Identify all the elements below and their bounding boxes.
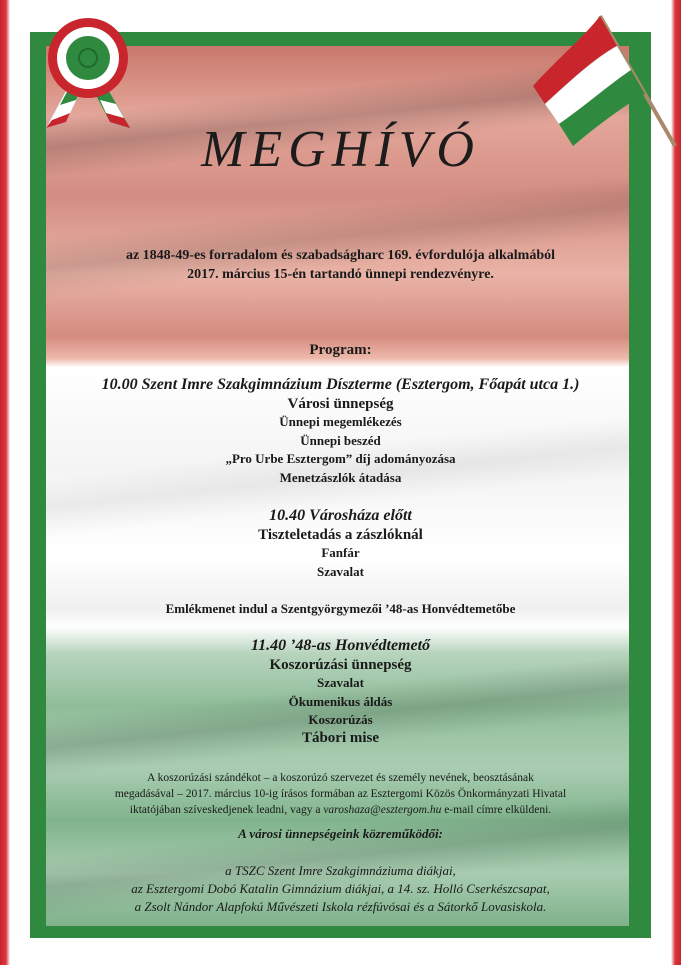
block-item: Fanfár xyxy=(321,545,360,560)
block-item: Ökumenikus áldás xyxy=(288,693,393,709)
block-main-event: Koszorúzási ünnepség xyxy=(269,657,412,673)
email-link[interactable]: varoshaza@esztergom.hu xyxy=(323,804,442,816)
program-block-3 xyxy=(0,637,681,747)
block-item: Szavalat xyxy=(317,675,364,690)
notice-line: iktatójában szíveskedjenek leadni, vagy a varoshaza@esztergom.hu e-mail címre elküldeni. xyxy=(129,804,552,816)
block-time-location: 10.40 Városháza előtt xyxy=(269,507,412,524)
contributor-line: a Zsolt Nándor Alapfokú Művészeti Iskola rézfúvósai és a Sátorkő Lovasiskola. xyxy=(134,899,547,914)
block-time-location: 10.00 Szent Imre Szakgimnázium Díszterme (Esztergom, Főapát utca 1.) xyxy=(101,376,580,393)
intro-line: az 1848-49-es forradalom és szabadságharc 169. évfordulója alkalmából xyxy=(125,248,556,263)
block-final-event: Tábori mise xyxy=(301,729,380,746)
block-main-event: Városi ünnepség xyxy=(287,396,394,412)
intro-text xyxy=(0,246,681,284)
memorial-march: Emlékmenet indul a Szentgyörgymezői ’48-as Honvédtemetőbe xyxy=(165,601,516,616)
block-item: Ünnepi beszéd xyxy=(300,432,381,448)
block-time-location: 11.40 ’48-as Honvédtemető xyxy=(250,637,431,654)
invitation-title: MEGHÍVÓ xyxy=(201,121,480,178)
intro-line: 2017. március 15-én tartandó ünnepi rendezvényre. xyxy=(187,267,494,282)
block-item: Koszorúzás xyxy=(308,712,373,727)
contributors-list xyxy=(0,862,681,916)
program-label: Program: xyxy=(309,342,372,358)
block-item: „Pro Urbe Esztergom” díj adományozása xyxy=(225,451,456,466)
program-block-1 xyxy=(0,376,681,487)
notice-line: A koszorúzási szándékot – a koszorúzó szervezet és személy nevének, beosztásának xyxy=(147,772,534,784)
block-item: Ünnepi megemlékezés xyxy=(279,414,402,429)
notice-line: megadásával – 2017. március 10-ig írásos formában az Esztergomi Közös Önkormányzati Hivatal xyxy=(114,788,567,800)
contributor-line: az Esztergomi Dobó Katalin Gimnázium diákjai, a 14. sz. Holló Cserkészcsapat, xyxy=(131,881,550,896)
program-block-2 xyxy=(0,507,681,581)
block-main-event: Tiszteletadás a zászlóknál xyxy=(258,527,423,543)
wreath-notice xyxy=(0,770,681,818)
block-item: Szavalat xyxy=(317,563,364,579)
block-item: Menetzászlók átadása xyxy=(279,469,402,485)
contributor-line: a TSZC Szent Imre Szakgimnáziuma diákjai, xyxy=(225,863,456,878)
contributors-heading: A városi ünnepségeink közreműködői: xyxy=(238,826,443,841)
